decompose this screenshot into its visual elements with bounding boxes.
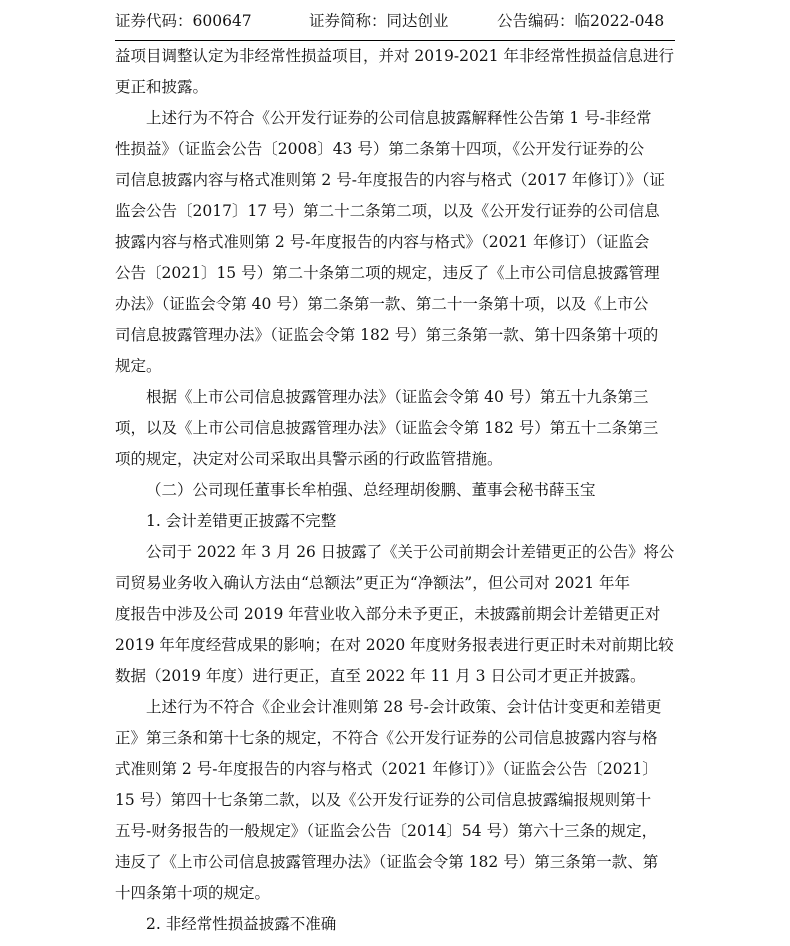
text-line: 司信息披露内容与格式准则第 2 号-年度报告的内容与格式（2017 年修订）》（证 [115, 171, 665, 189]
stock-name: 证券简称：同达创业 [309, 12, 449, 30]
text-line: 项，以及《上市公司信息披露管理办法》（证监会令第 182 号）第五十二条第三 [115, 419, 659, 437]
text-line: 规定。 [115, 357, 162, 375]
document-page [115, 0, 675, 933]
text-line: 1. 会计差错更正披露不完整 [146, 512, 337, 530]
document-body [115, 41, 675, 940]
text-line: 更正和披露。 [115, 78, 209, 96]
text-line: 数据（2019 年度）进行更正，直至 2022 年 11 月 3 日公司才更正并披露。 [115, 667, 646, 685]
text-line: 司贸易业务收入确认方法由“总额法”更正为“净额法”，但公司对 2021 年年 [115, 574, 630, 592]
text-line: 办法》（证监会令第 40 号）第二条第一款、第二十一条第十项，以及《上市公 [115, 295, 649, 313]
text-line: 根据《上市公司信息披露管理办法》（证监会令第 40 号）第五十九条第三 [146, 388, 649, 406]
text-line: 项的规定，决定对公司采取出具警示函的行政监管措施。 [115, 450, 503, 468]
text-line: 15 号）第四十七条第二款，以及《公开发行证券的公司信息披露编报规则第十 [115, 791, 652, 809]
text-line: 2019 年年度经营成果的影响；在对 2020 年度财务报表进行更正时未对前期比较 [115, 636, 674, 654]
text-line: 司信息披露管理办法》（证监会令第 182 号）第三条第一款、第十四条第十项的 [115, 326, 659, 344]
text-line: 披露内容与格式准则第 2 号-年度报告的内容与格式》（2021 年修订）（证监会 [115, 233, 650, 251]
text-line: 公告〔2021〕15 号）第二十条第二项的规定，违反了《上市公司信息披露管理 [115, 264, 660, 282]
text-line: 益项目调整认定为非经常性损益项目，并对 2019-2021 年非经常性损益信息进行 [115, 47, 674, 65]
text-line: （二）公司现任董事长牟柏强、总经理胡俊鹏、董事会秘书薛玉宝 [146, 481, 596, 499]
page-header [115, 0, 675, 40]
text-line: 上述行为不符合《企业会计准则第 28 号-会计政策、会计估计变更和差错更 [146, 698, 662, 716]
text-line: 式准则第 2 号-年度报告的内容与格式（2021 年修订）》（证监会公告〔2021〕 [115, 760, 658, 778]
text-line: 性损益》（证监会公告〔2008〕43 号）第二条第十四项，《公开发行证券的公 [115, 140, 645, 158]
text-line: 违反了《上市公司信息披露管理办法》（证监会令第 182 号）第三条第一款、第 [115, 853, 659, 871]
text-line: 公司于 2022 年 3 月 26 日披露了《关于公司前期会计差错更正的公告》将公 [146, 543, 675, 561]
text-line: 十四条第十项的规定。 [115, 884, 271, 902]
text-line: 正》第三条和第十七条的规定，不符合《公开发行证券的公司信息披露内容与格 [115, 729, 658, 747]
text-line: 度报告中涉及公司 2019 年营业收入部分未予更正，未披露前期会计差错更正对 [115, 605, 661, 623]
text-line: 2. 非经常性损益披露不准确 [146, 915, 337, 933]
text-line: 五号-财务报告的一般规定》（证监会公告〔2014〕54 号）第六十三条的规定， [115, 822, 658, 840]
text-line: 上述行为不符合《公开发行证券的公司信息披露解释性公告第 1 号-非经常 [146, 109, 652, 127]
text-line: 监会公告〔2017〕17 号）第二十二条第二项，以及《公开发行证券的公司信息 [115, 202, 660, 220]
stock-code: 证券代码：600647 [115, 12, 252, 30]
announcement-number: 公告编码：临2022-048 [497, 12, 665, 30]
